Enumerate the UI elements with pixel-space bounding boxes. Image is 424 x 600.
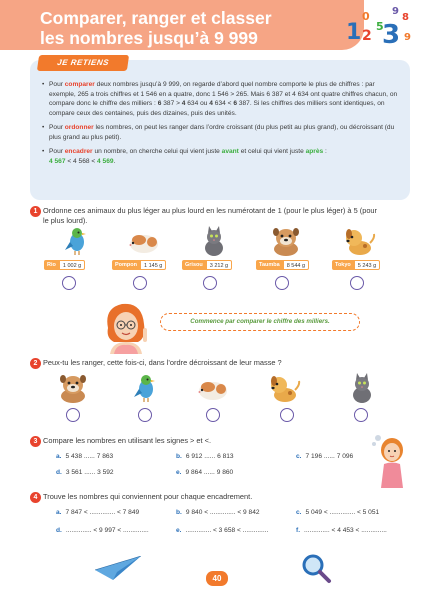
animal-grisou xyxy=(184,226,244,261)
bulldog-icon xyxy=(56,373,90,403)
page-header xyxy=(0,0,424,60)
animal-weight: 1 145 g xyxy=(140,260,166,270)
animal-taumba xyxy=(256,226,316,261)
compare-item-c[interactable]: c. 7 196 ...... 7 096 xyxy=(296,453,354,460)
frame-item-c[interactable]: c. 5 049 < .............. < 5 051 xyxy=(296,509,380,516)
animal-weight: 3 212 g xyxy=(206,260,232,270)
frame-item-b[interactable]: b. 9 840 < .............. < 9 842 xyxy=(176,509,260,516)
compare-item-b[interactable]: b. 6 912 ...... 6 813 xyxy=(176,453,234,460)
answer-circle-2-4[interactable] xyxy=(280,408,294,422)
animal-tokyo xyxy=(330,226,390,261)
bulldog-icon xyxy=(269,226,303,256)
numbers-decoration-icon: 1 0 2 5 3 8 9 9 xyxy=(346,6,411,50)
exercise-4-number: 4 xyxy=(30,492,41,503)
title-line-1: Comparer, ranger et classer xyxy=(40,8,272,28)
compare-item-d[interactable]: d. 3 561 ...... 3 592 xyxy=(56,469,114,476)
answer-circle-2-1[interactable] xyxy=(66,408,80,422)
cat-icon xyxy=(197,226,231,256)
animal-name: Pompon xyxy=(112,260,140,270)
compare-item-a[interactable]: a. 5 438 ...... 7 863 xyxy=(56,453,114,460)
paper-plane-icon xyxy=(95,556,141,580)
exercise-1-instruction: Ordonne ces animaux du plus léger au plus lourd en les numérotant de 1 (pour le plus léger) à 5 (pour le plus lourd). xyxy=(43,206,378,225)
animal-name: Rio xyxy=(44,260,59,270)
cat-icon xyxy=(345,373,379,403)
animal-pompon xyxy=(114,226,174,261)
frame-item-f[interactable]: f. .............. < 4 453 < .............. xyxy=(296,527,387,534)
exercise-2-number: 2 xyxy=(30,358,41,369)
rule-order: • Pour ordonner les nombres, on peut les ranger dans l’ordre croissant (du plus petit au plus grand), ou décroissant (du plus grand au plus petit). xyxy=(42,123,402,142)
animal-weight: 8 544 g xyxy=(283,260,309,270)
animal-name: Grisou xyxy=(182,260,206,270)
answer-circle-rio[interactable] xyxy=(62,276,76,290)
answer-circle-tokyo[interactable] xyxy=(350,276,364,290)
answer-circle-2-3[interactable] xyxy=(206,408,220,422)
exercise-3-number: 3 xyxy=(30,436,41,447)
animal-weight: 5 243 g xyxy=(354,260,380,270)
tag-taumba xyxy=(256,260,309,270)
tag-pompon xyxy=(112,260,166,270)
answer-circle-grisou[interactable] xyxy=(203,276,217,290)
page-title xyxy=(40,8,340,48)
guinea-pig-icon xyxy=(196,373,230,403)
bird-icon xyxy=(128,373,162,403)
exercise-4-instruction: Trouve les nombres qui conviennent pour chaque encadrement. xyxy=(43,492,253,501)
page-number: 40 xyxy=(206,571,228,586)
rules-list xyxy=(42,80,402,171)
puppy-icon xyxy=(343,226,377,256)
tag-rio xyxy=(44,260,85,270)
tag-tokyo xyxy=(332,260,380,270)
magnifying-glass-icon xyxy=(300,552,332,584)
tag-grisou xyxy=(182,260,232,270)
bird-icon xyxy=(59,226,93,256)
animal-name: Tokyo xyxy=(332,260,354,270)
animal-name: Taumba xyxy=(256,260,283,270)
rule-compare: • Pour comparer deux nombres jusqu’à 9 999, on regarde d’abord quel nombre comporte le plus de chiffres : par exemple, 265 a trois chiffres et 1 546 en a quatre, donc 1 546 > 265. Mais 6 387 et 4 634 ont quatre chiffres chacun, on compare donc le chiffre des milliers : 6 387 > 4 634 ou 4 634 < 6 387. Si les chiffres des milliers sont identiques, on compare ceux des centaines, puis des dizaines, puis des unités. xyxy=(42,80,402,118)
exercise-1-number: 1 xyxy=(30,206,41,217)
frame-item-a[interactable]: a. 7 847 < .............. < 7 849 xyxy=(56,509,140,516)
compare-item-e[interactable]: e. 9 864 ...... 9 860 xyxy=(176,469,234,476)
animal-weight: 1 002 g xyxy=(59,260,85,270)
answer-circle-2-2[interactable] xyxy=(138,408,152,422)
rule-frame: • Pour encadrer un nombre, on cherche celui qui vient juste avant et celui qui vient juste après : 4 567 < 4 568 < 4 569. xyxy=(42,147,402,166)
guinea-pig-icon xyxy=(127,226,161,256)
answer-circle-pompon[interactable] xyxy=(133,276,147,290)
answer-circle-taumba[interactable] xyxy=(275,276,289,290)
title-line-2: les nombres jusqu’à 9 999 xyxy=(40,28,258,48)
puppy-icon xyxy=(268,373,302,403)
exercise-2-instruction: Peux-tu les ranger, cette fois-ci, dans l’ordre décroissant de leur masse ? xyxy=(43,358,282,367)
teacher-illustration-icon xyxy=(100,298,152,354)
exercise-3-instruction: Compare les nombres en utilisant les signes > et <. xyxy=(43,436,212,445)
frame-item-d[interactable]: d. .............. < 9 997 < .............. xyxy=(56,527,149,534)
hint-bubble: Commence par comparer le chiffre des milliers. xyxy=(160,313,360,331)
animal-rio xyxy=(46,226,106,261)
frame-item-e[interactable]: e. .............. < 3 658 < .............. xyxy=(176,527,269,534)
thinking-girl-icon xyxy=(370,432,410,488)
answer-circle-2-5[interactable] xyxy=(354,408,368,422)
je-retiens-tag: JE RETIENS xyxy=(37,55,129,71)
